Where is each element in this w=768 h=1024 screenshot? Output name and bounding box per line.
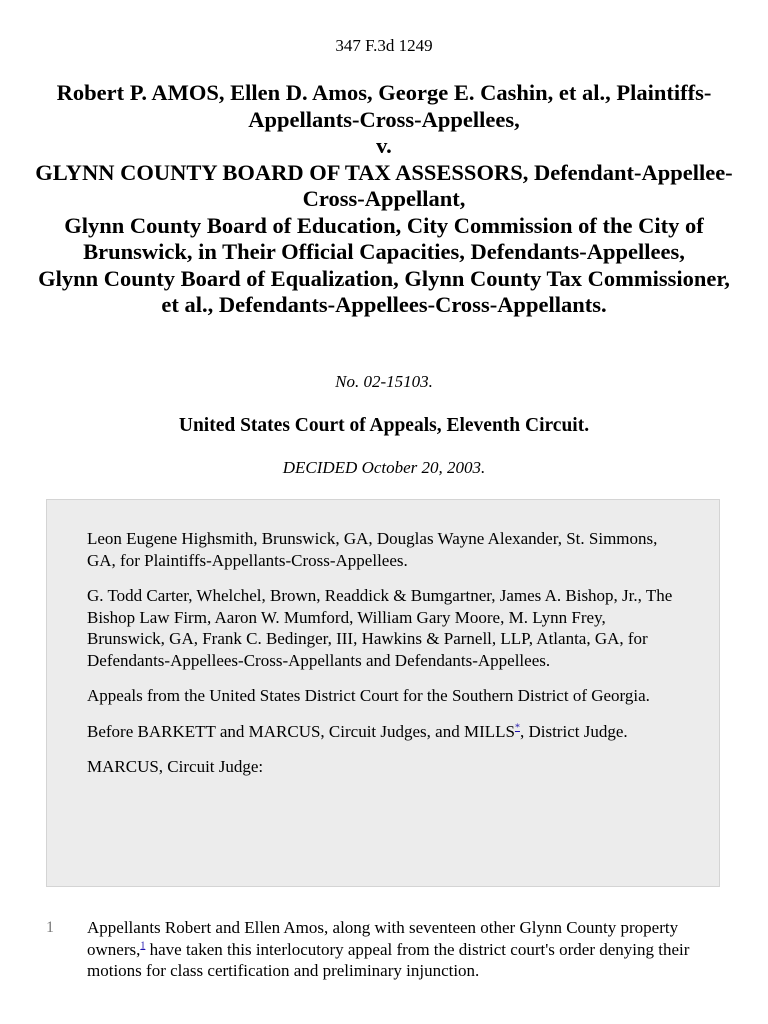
paragraph-text-start: Appellants Robert and Ellen Amos, along with seventeen other Glynn County property owners,: [87, 918, 679, 959]
footnote-link-star[interactable]: *: [514, 721, 520, 733]
caption-plaintiffs: Robert P. AMOS, Ellen D. Amos, George E. Cashin, et al., Plaintiffs-Appellants-Cross-Appellees,: [56, 80, 712, 132]
panel-judges-tail: , District Judge.: [519, 721, 628, 741]
plaintiffs-counsel: Leon Eugene Highsmith, Brunswick, GA, Douglas Wayne Alexander, St. Simmons, GA, for Plaintiffs-Appellants-Cross-Appellees.: [87, 529, 658, 570]
caption-defendants-cross-appellants: Glynn County Board of Equalization, Glynn County Tax Commissioner, et al., Defendants-Appellees-Cross-Appellants.: [38, 265, 730, 317]
counsel-panel: [46, 499, 720, 887]
paragraph-text: [87, 917, 727, 982]
panel-judges: [87, 721, 679, 743]
panel-judges-text: Before BARKETT and MARCUS, Circuit Judges, and MILLS: [87, 721, 515, 741]
paragraph-text-end: have taken this interlocutory appeal from the district court's order denying their motions for class certification and preliminary injunction.: [87, 939, 690, 980]
reporter-citation: 347 F.3d 1249: [335, 36, 433, 55]
court-name: United States Court of Appeals, Eleventh Circuit.: [178, 415, 590, 436]
caption-defendant-tax-assessors: GLYNN COUNTY BOARD OF TAX ASSESSORS, Defendant-Appellee-Cross-Appellant,: [35, 159, 733, 211]
caption-defendants-appellees: Glynn County Board of Education, City Commission of the City of Brunswick, in Their Official Capacities, Defendants-Appellees,: [64, 212, 704, 264]
case-caption: [30, 80, 738, 319]
appeal-origin: Appeals from the United States District Court for the Southern District of Georgia.: [87, 686, 650, 705]
defendants-counsel: G. Todd Carter, Whelchel, Brown, Readdick & Bumgartner, James A. Bishop, Jr., The Bishop Law Firm, Aaron W. Mumford, William Gary Moore, M. Lynn Frey, Brunswick, GA, Frank C. Bedinger, III, Hawkins & Parnell, LLP, Atlanta, GA, for Defendants-Appellees-Cross-Appellants and Defendants-Appellees.: [87, 586, 673, 670]
opinion-author: MARCUS, Circuit Judge:: [87, 757, 264, 776]
decision-date: DECIDED October 20, 2003.: [282, 458, 486, 477]
docket-number: No. 02-15103.: [335, 372, 433, 391]
footnote-link-1[interactable]: 1: [140, 939, 146, 951]
paragraph-number: 1: [46, 919, 54, 936]
caption-versus: v.: [376, 133, 392, 158]
